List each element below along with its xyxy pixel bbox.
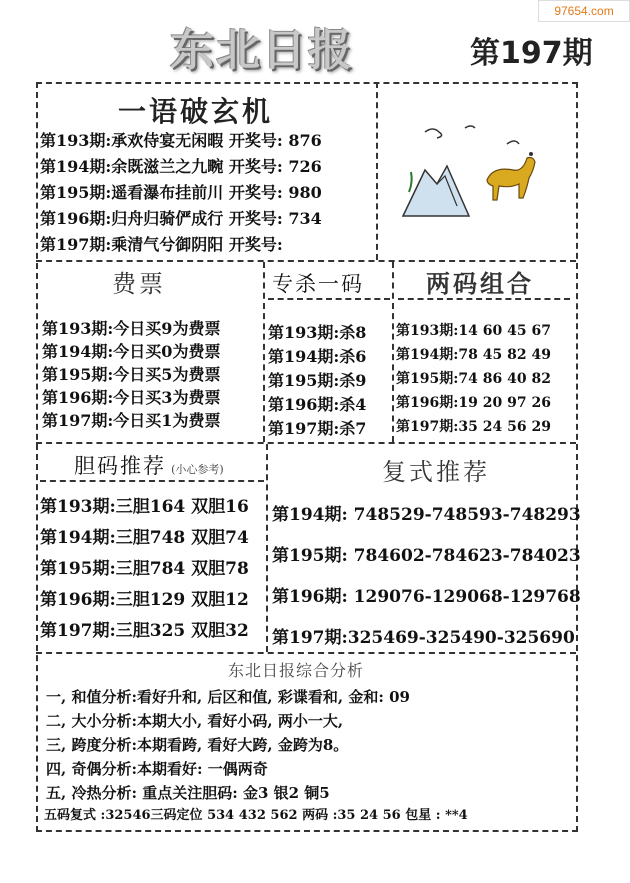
analysis-list [46, 686, 410, 806]
horse-mountain-illustration [395, 118, 555, 228]
analysis-row: 四, 奇偶分析:本期看好: 一偶两奇 [46, 760, 268, 778]
combo-list [396, 320, 551, 440]
fee-row: 第197期:今日买1为费票 [42, 411, 221, 430]
kill-row: 第194期:杀6 [268, 347, 367, 366]
analysis-row: 三, 跨度分析:本期看跨, 看好大跨, 金跨为8。 [46, 736, 349, 754]
fee-row: 第193期:今日买9为费票 [42, 319, 221, 338]
dan-title: 胆码推荐 [74, 454, 166, 478]
combo-title: 两码组合 [426, 269, 534, 298]
dan-divider [266, 444, 268, 652]
fee-row: 第195期:今日买5为费票 [42, 365, 221, 384]
site-watermark: 97654.com [538, 0, 630, 22]
analysis-row: 二, 大小分析:本期大小, 看好小码, 两小一大, [46, 712, 344, 730]
fee-row: 第194期:今日买0为费票 [42, 342, 221, 361]
kill-row: 第195期:杀9 [268, 371, 367, 390]
section-divider [36, 442, 576, 444]
riddle-divider [376, 82, 378, 260]
fee-row: 第196期:今日买3为费票 [42, 388, 221, 407]
fushi-row: 第197期:325469-325490-325690 [272, 628, 575, 648]
riddle-title: 一语破玄机 [118, 95, 274, 128]
kill-title: 专杀一码 [272, 272, 364, 296]
analysis-row: 五, 冷热分析: 重点关注胆码: 金3 银2 铜5 [46, 784, 330, 802]
fee-divider [263, 262, 265, 442]
combo-row: 第197期:35 24 56 29 [396, 419, 551, 435]
dan-underline [40, 480, 264, 482]
fushi-list [272, 500, 581, 664]
dan-row: 第193期:三胆164 双胆16 [40, 497, 249, 517]
fushi-title: 复式推荐 [382, 458, 490, 486]
dan-row: 第195期:三胆784 双胆78 [40, 559, 249, 579]
kill-underline [268, 298, 390, 300]
kill-row: 第196期:杀4 [268, 395, 367, 414]
analysis-row: 一, 和值分析:看好升和, 后区和值, 彩谍看和, 金和: 09 [46, 688, 410, 706]
combo-row: 第193期:14 60 45 67 [396, 323, 551, 339]
riddle-row: 第194期:余既滋兰之九畹 开奖号: 726 [40, 157, 322, 176]
kill-row: 第193期:杀8 [268, 323, 367, 342]
riddle-row: 第193期:承欢侍宴无闲暇 开奖号: 876 [40, 131, 322, 150]
combo-row: 第195期:74 86 40 82 [396, 371, 551, 387]
combo-row: 第194期:78 45 82 49 [396, 347, 551, 363]
kill-list [268, 320, 366, 440]
dan-note: (小心参考) [171, 463, 224, 476]
dan-list [40, 492, 249, 647]
fushi-row: 第194期: 748529-748593-748293 [272, 505, 581, 525]
section-divider [36, 652, 576, 654]
dan-row: 第194期:三胆748 双胆74 [40, 528, 249, 548]
section-divider [36, 260, 576, 262]
dan-row: 第197期:三胆325 双胆32 [40, 621, 249, 641]
combo-underline [398, 298, 570, 300]
kill-row: 第197期:杀7 [268, 419, 367, 438]
analysis-title: 东北日报综合分析 [228, 661, 365, 680]
fee-list [42, 316, 220, 431]
dan-title-wrap [74, 450, 224, 480]
riddle-row: 第195期:遥看瀑布挂前川 开奖号: 980 [40, 183, 322, 202]
combo-row: 第196期:19 20 97 26 [396, 395, 551, 411]
riddle-row: 第197期:乘清气兮御阴阳 开奖号: [40, 235, 283, 254]
fee-title: 费票 [112, 270, 166, 298]
masthead-title: 东北日报 [170, 25, 354, 76]
analysis-footer: 五码复式 :32546三码定位 534 432 562 两码 :35 24 56 包星 : **4 [44, 808, 468, 823]
issue-number: 第197期 [470, 36, 593, 71]
fushi-row: 第195期: 784602-784623-784023 [272, 546, 581, 566]
kill-divider [392, 262, 394, 442]
fushi-row: 第196期: 129076-129068-129768 [272, 587, 581, 607]
dan-row: 第196期:三胆129 双胆12 [40, 590, 249, 610]
riddle-row: 第196期:归舟归骑俨成行 开奖号: 734 [40, 209, 322, 228]
riddle-list [40, 128, 322, 258]
